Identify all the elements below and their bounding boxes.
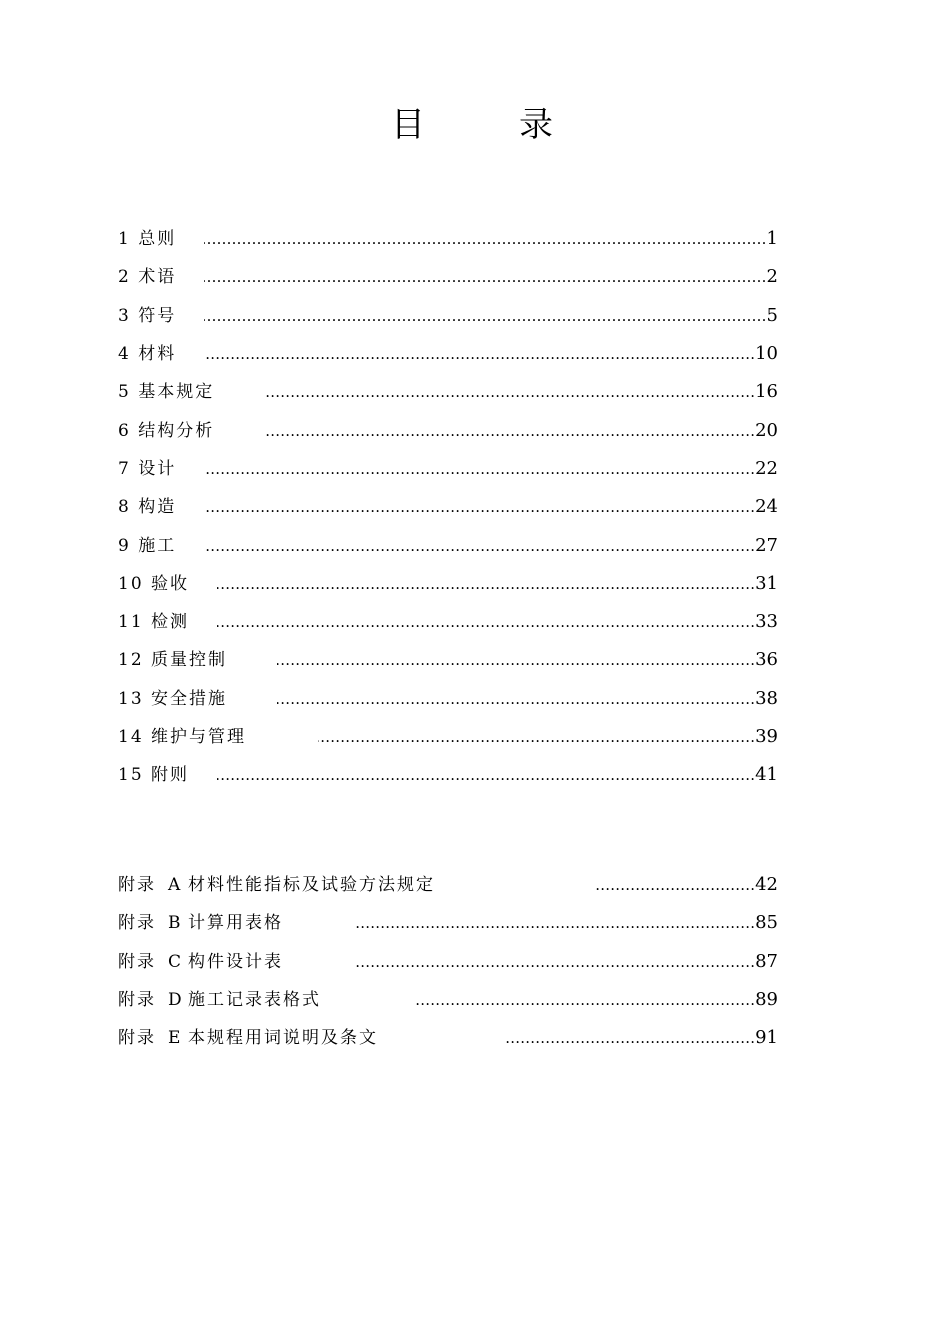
appendix-name: 材料性能指标及试验方法规定 [188,875,435,896]
appendix-entry[interactable] [118,981,778,1019]
toc-entry[interactable] [118,488,778,526]
toc-entry[interactable] [118,756,778,794]
appendix-dot-leader [355,952,755,972]
toc-entry[interactable] [118,680,778,718]
appendix-prefix: 附录 [118,990,156,1011]
appendix-name: 计算用表格 [188,913,283,934]
appendix-name: 构件设计表 [188,951,283,972]
appendix-page-number: 87 [755,950,778,972]
toc-entry-label: 9 施工 [118,535,177,556]
appendix-page-number: 42 [755,874,778,896]
appendix-letter: C [168,951,182,972]
toc-dot-leader [264,421,755,441]
toc-page-number: 20 [755,419,778,441]
toc-entry-label: 13 安全措施 [118,688,228,709]
toc-entry-label: 6 结构分析 [118,420,215,441]
toc-dot-leader [204,306,766,326]
appendix-prefix: 附录 [118,951,156,972]
toc-dot-leader [217,765,755,785]
toc-dot-leader [204,344,755,364]
appendix-page-number: 89 [755,989,778,1011]
toc-entry[interactable] [118,373,778,411]
appendix-entry[interactable] [118,943,778,981]
appendix-name: 本规程用词说明及条文 [188,1028,378,1049]
toc-dot-leader [277,689,755,709]
toc-dot-leader [318,727,755,747]
table-of-contents [118,220,778,794]
toc-page-number: 38 [755,687,778,709]
appendix-dot-leader [595,875,755,895]
appendix-letter: A [168,875,181,896]
appendix-entry[interactable] [118,1019,778,1057]
toc-page-number: 39 [755,726,778,747]
toc-dot-leader [217,612,755,632]
toc-entry[interactable] [118,335,778,373]
toc-page-number: 5 [766,304,778,326]
appendix-dot-leader [506,1028,755,1048]
appendix-letter: E [168,1028,181,1049]
toc-dot-leader [204,229,766,249]
appendix-entry[interactable] [118,904,778,942]
toc-entry-label: 11 检测 [118,612,190,633]
toc-page-number: 1 [766,228,778,250]
appendix-list [118,866,778,1057]
toc-page-number: 41 [755,764,778,786]
toc-entry-label: 7 设计 [118,458,177,479]
appendix-prefix: 附录 [118,875,156,896]
page-title: 目 录 [391,105,583,145]
toc-entry-label: 10 验收 [118,573,190,594]
toc-dot-leader [204,536,755,556]
toc-dot-leader [204,267,766,287]
toc-entry-label: 14 维护与管理 [118,727,247,747]
appendix-name: 施工记录表格式 [188,990,321,1011]
toc-entry[interactable] [118,297,778,335]
toc-dot-leader [204,497,755,517]
toc-dot-leader [277,650,755,670]
toc-page-number: 27 [755,534,778,556]
toc-entry[interactable] [118,411,778,449]
toc-dot-leader [217,574,755,594]
toc-page-number: 10 [755,343,778,365]
toc-entry-label: 4 材料 [118,344,177,365]
toc-page-number: 22 [755,457,778,479]
appendix-prefix: 附录 [118,913,156,934]
toc-entry[interactable] [118,526,778,564]
appendix-entry[interactable] [118,866,778,904]
appendix-dot-leader [355,913,755,933]
toc-entry[interactable] [118,641,778,679]
toc-page-number: 33 [755,611,778,633]
toc-entry[interactable] [118,220,778,258]
toc-entry[interactable] [118,718,778,756]
toc-page-number: 2 [766,266,778,288]
appendix-page-number: 85 [755,912,778,934]
appendix-prefix: 附录 [118,1028,156,1049]
toc-page-number: 31 [755,572,778,594]
toc-entry[interactable] [118,565,778,603]
toc-page-number: 36 [755,649,778,671]
toc-entry-label: 8 构造 [118,497,177,518]
toc-entry[interactable] [118,258,778,296]
appendix-letter: D [168,990,182,1011]
appendix-page-number: 91 [755,1027,778,1049]
toc-page-number: 16 [755,381,778,403]
toc-entry-label: 3 符号 [118,305,177,326]
toc-dot-leader [264,382,755,402]
toc-entry[interactable] [118,450,778,488]
toc-entry[interactable] [118,603,778,641]
toc-entry-label: 1 总则 [118,229,177,250]
toc-entry-label: 15 附则 [118,765,190,786]
toc-page-number: 24 [755,496,778,518]
toc-entry-label: 5 基本规定 [118,382,215,403]
appendix-letter: B [168,913,181,934]
toc-dot-leader [204,459,755,479]
appendix-dot-leader [415,990,755,1010]
toc-entry-label: 12 质量控制 [118,650,228,671]
toc-entry-label: 2 术语 [118,267,177,288]
